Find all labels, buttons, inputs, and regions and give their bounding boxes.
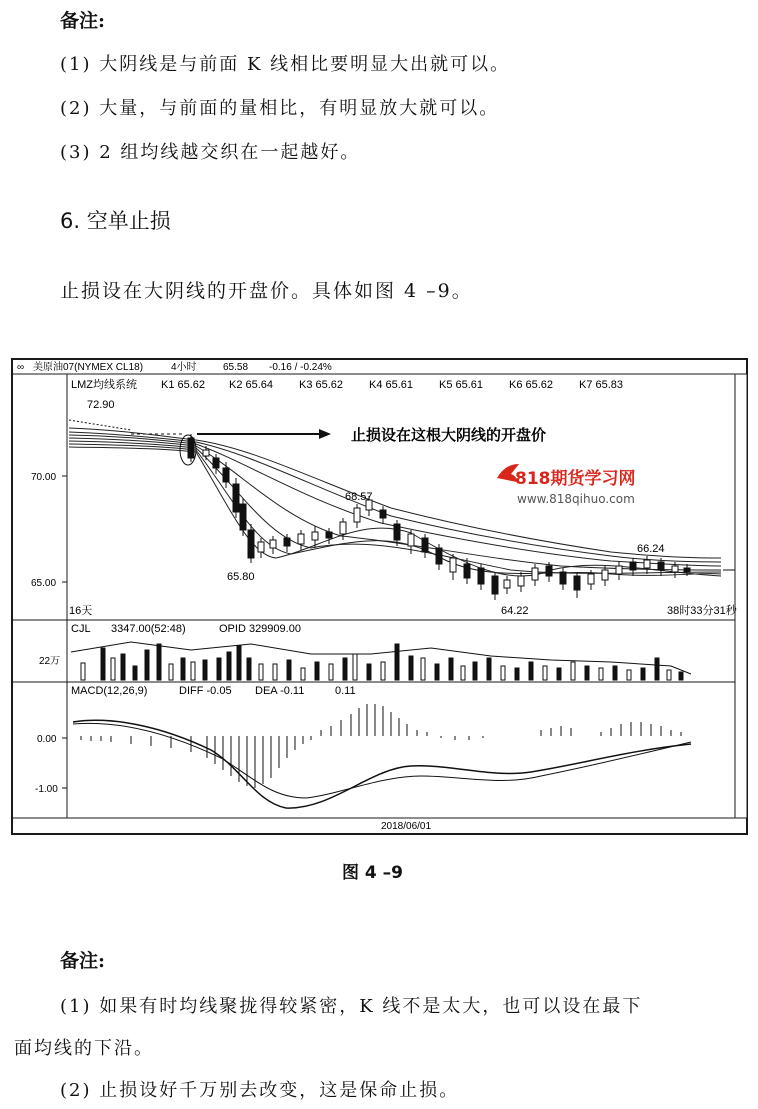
note2-item-1: (1) 如果有时均线聚拢得较紧密，K 线不是太大，也可以设在最下 <box>60 996 643 1017</box>
note-item-1: (1) 大阴线是与前面 K 线相比要明显大出就可以。 <box>60 54 511 75</box>
ma-value-k4: K4 65.61 <box>369 379 414 391</box>
symbol-label[interactable]: 美原油07(NYMEX CL18) <box>33 362 144 373</box>
ma-value-k2: K2 65.64 <box>229 379 274 391</box>
note2-item-2: (2) 止损设好千万别去改变，这是保命止损。 <box>60 1080 460 1101</box>
label-last: 66.24 <box>637 543 665 555</box>
open-interest: OPID 329909.00 <box>219 623 301 635</box>
label-low-1: 65.80 <box>227 571 255 583</box>
notes2-title: 备注: <box>60 950 106 972</box>
note-item-2: (2) 大量，与前面的量相比，有明显放大就可以。 <box>60 98 500 119</box>
label-swing-high: 68.57 <box>345 491 373 503</box>
macd-diff: DIFF -0.05 <box>179 685 232 697</box>
big-bearish-candle <box>188 438 194 458</box>
timeframe-days: 16天 <box>69 605 93 617</box>
label-low-2: 64.22 <box>501 605 529 617</box>
label-high: 72.90 <box>87 399 115 411</box>
macd-value: 0.11 <box>335 685 356 697</box>
macd-y-tick-neg1: -1.00 <box>35 784 58 795</box>
figure-caption: 图 4 –9 <box>342 863 403 883</box>
header-price: 65.58 <box>223 362 249 373</box>
brand-watermark <box>497 464 636 506</box>
ma-value-k3: K3 65.62 <box>299 379 344 391</box>
ma-value-k7: K7 65.83 <box>579 379 624 391</box>
ma-value-k5: K5 65.61 <box>439 379 484 391</box>
vertical-scrollbar[interactable] <box>735 374 747 818</box>
ma-value-k6: K6 65.62 <box>509 379 554 391</box>
volume-label[interactable]: CJL <box>71 623 91 635</box>
macd-dea: DEA -0.11 <box>255 685 305 697</box>
brand-name: 818期货学习网 <box>515 469 636 489</box>
section-heading: 6. 空单止损 <box>60 209 171 233</box>
note-item-3: (3) 2 组均线越交织在一起越好。 <box>60 142 361 163</box>
price-chart <box>11 358 748 835</box>
section-body: 止损设在大阴线的开盘价。具体如图 4 –9。 <box>60 280 473 302</box>
period-selector[interactable]: 4小时 <box>171 362 197 373</box>
notes-title: 备注: <box>60 10 106 32</box>
macd-label[interactable]: MACD(12,26,9) <box>71 685 148 697</box>
note2-item-1-cont: 面均线的下沿。 <box>14 1038 154 1059</box>
ma-value-k1: K1 65.62 <box>161 379 206 391</box>
chart-annotation: 止损设在这根大阴线的开盘价 <box>351 426 547 444</box>
y-tick-65: 65.00 <box>31 578 57 589</box>
x-axis-date: 2018/06/01 <box>381 821 432 832</box>
header-change: -0.16 / -0.24% <box>269 362 332 373</box>
header-icon: ∞ <box>17 362 25 373</box>
brand-url: www.818qihuo.com <box>517 492 635 506</box>
countdown-timer: 38时33分31秒 <box>667 605 737 617</box>
ma-indicator-name[interactable]: LMZ均线系统 <box>71 379 137 391</box>
macd-y-tick-0: 0.00 <box>37 734 57 745</box>
y-tick-70: 70.00 <box>31 472 57 483</box>
volume-value: 3347.00(52:48) <box>111 623 186 635</box>
volume-y-tick: 22万 <box>39 656 61 667</box>
